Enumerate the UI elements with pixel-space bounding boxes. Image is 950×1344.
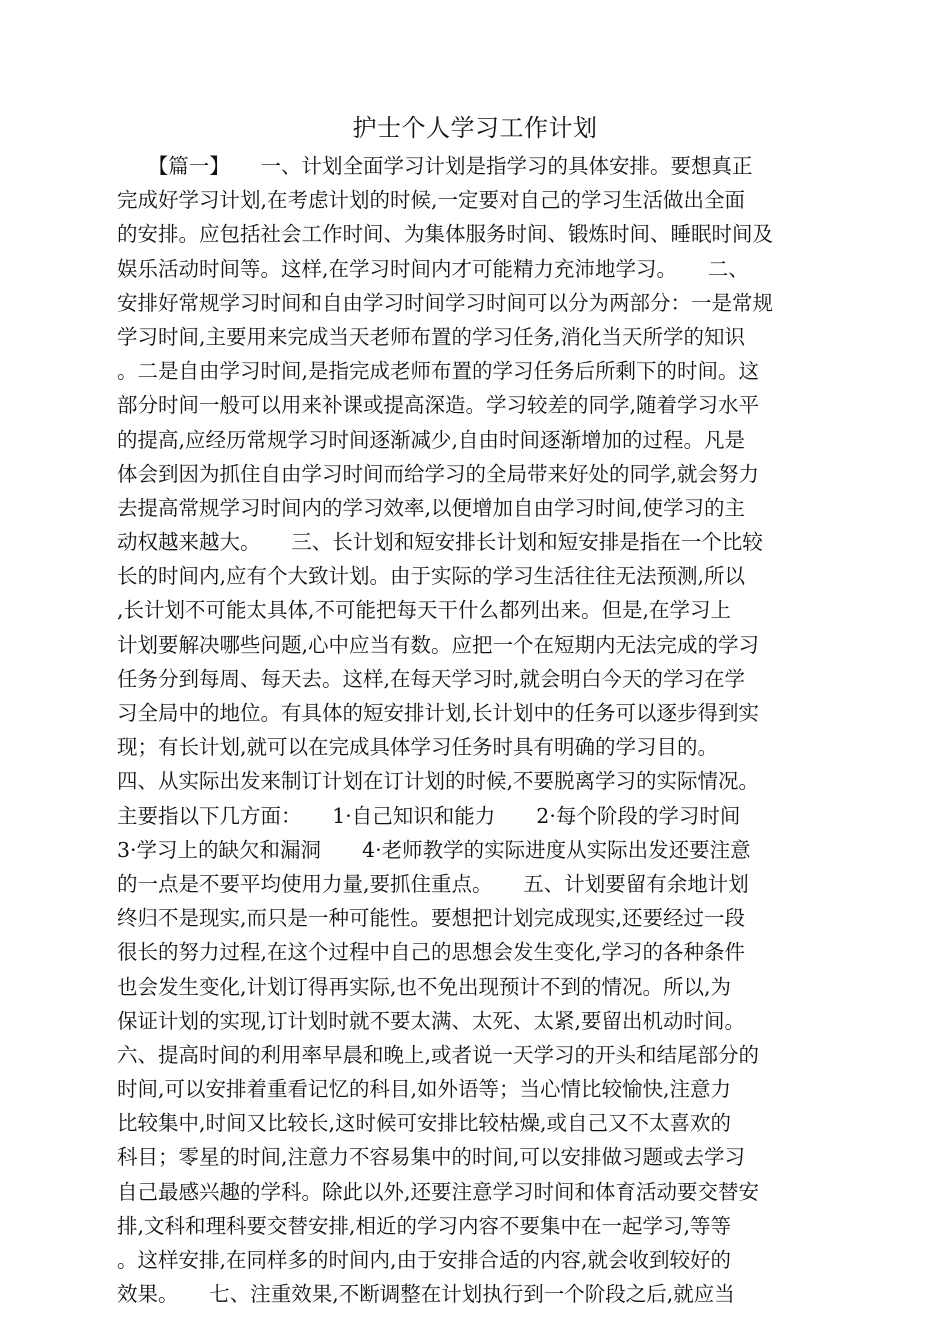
body-line: 也会发生变化,计划订得再实际,也不免出现预计不到的情况。所以,为 bbox=[117, 974, 732, 999]
body-line: 。这样安排,在同样多的时间内,由于安排合适的内容,就会收到较好的 bbox=[117, 1248, 732, 1272]
body-line: 任务分到每周、每天去。这样,在每天学习时,就会明白今天的学习在学 bbox=[117, 666, 746, 691]
body-line: 时间,可以安排着重看记忆的科目,如外语等；当心情比较愉快,注意力 bbox=[117, 1077, 732, 1102]
body-line: 的一点是不要平均使用力量,要抓住重点。 五、计划要留有余地计划 bbox=[117, 871, 749, 896]
body-line: 自己最感兴趣的学科。除此以外,还要注意学习时间和体育活动要交替安 bbox=[117, 1179, 760, 1204]
body-line: 部分时间一般可以用来补课或提高深造。学习较差的同学,随着学习水平 bbox=[117, 393, 760, 418]
body-line: 完成好学习计划,在考虑计划的时候,一定要对自己的学习生活做出全面 bbox=[117, 188, 746, 213]
body-line: 排,文科和理科要交替安排,相近的学习内容不要集中在一起学习,等等 bbox=[117, 1213, 732, 1238]
body-line: 3·学习上的缺欠和漏洞 4·老师教学的实际进度从实际出发还要注意 bbox=[117, 837, 751, 862]
body-line: 。二是自由学习时间,是指完成老师布置的学习任务后所剩下的时间。这 bbox=[117, 359, 760, 384]
document-title: 护士个人学习工作计划 bbox=[352, 114, 598, 142]
body-line: 比较集中,时间又比较长,这时候可安排比较枯燥,或自己又不太喜欢的 bbox=[117, 1111, 732, 1136]
body-line: 安排好常规学习时间和自由学习时间学习时间可以分为两部分：一是常规 bbox=[117, 290, 773, 315]
body-line: 科目；零星的时间,注意力不容易集中的时间,可以安排做习题或去学习 bbox=[117, 1145, 746, 1170]
body-line: 六、提高时间的利用率早晨和晚上,或者说一天学习的开头和结尾部分的 bbox=[117, 1042, 760, 1067]
body-line: 很长的努力过程,在这个过程中自己的思想会发生变化,学习的各种条件 bbox=[117, 940, 746, 965]
body-line: ,长计划不可能太具体,不可能把每天干什么都列出来。但是,在学习上 bbox=[117, 598, 732, 623]
body-line: 【篇一】 一、计划全面学习计划是指学习的具体安排。要想真正 bbox=[117, 154, 753, 178]
body-line: 体会到因为抓住自由学习时间而给学习的全局带来好处的同学,就会努力 bbox=[117, 461, 760, 486]
body-line: 终归不是现实,而只是一种可能性。要想把计划完成现实,还要经过一段 bbox=[117, 906, 746, 931]
body-line: 去提高常规学习时间内的学习效率,以便增加自由学习时间,使学习的主 bbox=[117, 495, 746, 520]
body-line: 保证计划的实现,订计划时就不要太满、太死、太紧,要留出机动时间。 bbox=[117, 1008, 746, 1033]
document-body bbox=[117, 149, 833, 1311]
body-line: 长的时间内,应有个大致计划。由于实际的学习生活往往无法预测,所以 bbox=[117, 564, 746, 589]
body-line: 动权越来越大。 三、长计划和短安排长计划和短安排是指在一个比较 bbox=[117, 530, 763, 555]
body-line: 习全局中的地位。有具体的短安排计划,长计划中的任务可以逐步得到实 bbox=[117, 701, 760, 725]
body-line: 娱乐活动时间等。这样,在学习时间内才可能精力充沛地学习。 二、 bbox=[117, 256, 749, 281]
body-line: 效果。 七、注重效果,不断调整在计划执行到一个阶段之后,就应当 bbox=[117, 1282, 735, 1307]
body-line: 主要指以下几方面： 1·自己知识和能力 2·每个阶段的学习时间 bbox=[117, 803, 741, 828]
body-line: 的安排。应包括社会工作时间、为集体服务时间、锻炼时间、睡眠时间及 bbox=[117, 222, 773, 247]
body-line: 的提高,应经历常规学习时间逐渐减少,自由时间逐渐增加的过程。凡是 bbox=[117, 427, 746, 452]
body-line: 现；有长计划,就可以在完成具体学习任务时具有明确的学习目的。 bbox=[117, 735, 719, 760]
body-line: 计划要解决哪些问题,心中应当有数。应把一个在短期内无法完成的学习 bbox=[117, 632, 760, 657]
body-line: 四、从实际出发来制订计划在订计划的时候,不要脱离学习的实际情况。 bbox=[117, 769, 760, 794]
body-line: 学习时间,主要用来完成当天老师布置的学习任务,消化当天所学的知识 bbox=[117, 324, 746, 349]
